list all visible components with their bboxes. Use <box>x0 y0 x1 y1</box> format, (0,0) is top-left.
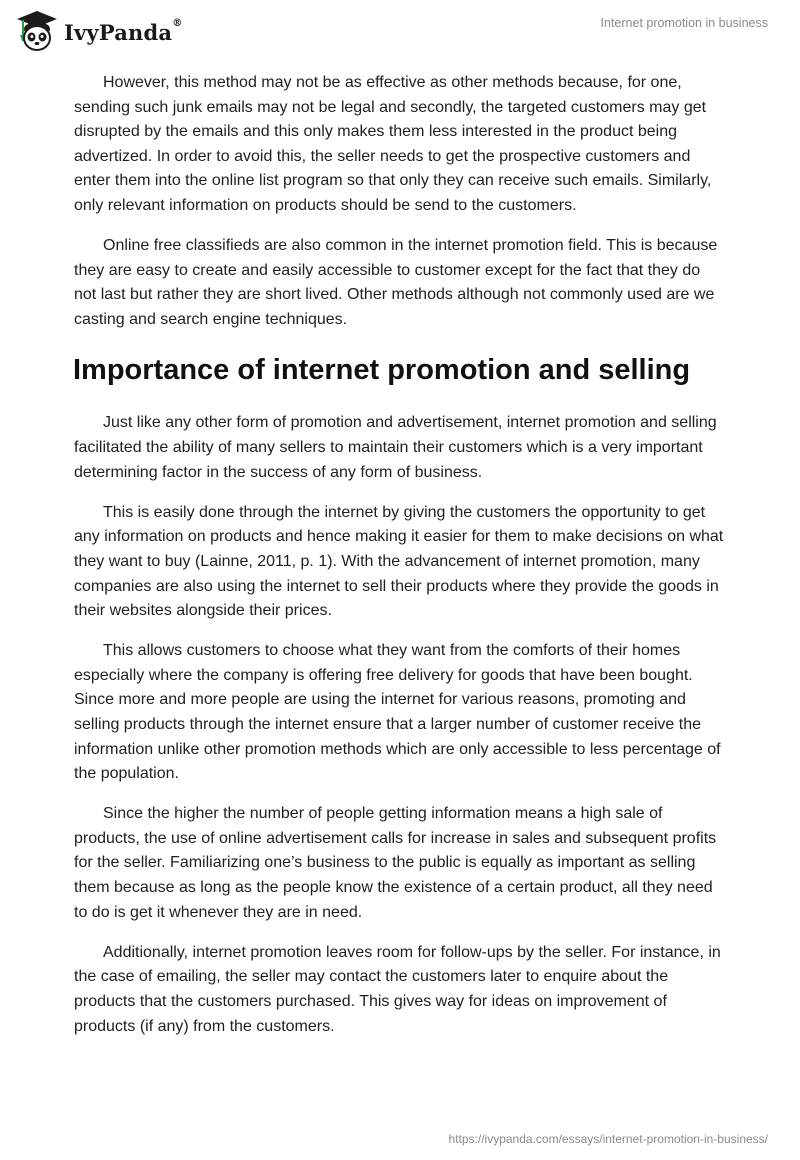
ivypanda-logo[interactable] <box>14 8 182 54</box>
paragraph: This allows customers to choose what they want from the comforts of their homes especially where the company is offering free delivery for goods that have been bought. Since more and more people are using the internet for various reasons, promoting and selling products through the internet ensure that a larger number of customer receive the information unlike other promotion methods which are only accessible to less percentage of the population. <box>74 642 721 783</box>
document-title: Internet promotion in business <box>600 16 768 30</box>
paragraph: Additionally, internet promotion leaves room for follow-ups by the seller. For instance, in the case of emailing, the seller may contact the customers later to enquire about the products that the customers purchased. This gives way for ideas on improvement of products (if any) from the customers. <box>74 943 721 1035</box>
section-heading: Importance of internet promotion and selling <box>73 354 691 387</box>
source-url[interactable]: https://ivypanda.com/essays/internet-promotion-in-business/ <box>448 1132 768 1146</box>
paragraph: Since the higher the number of people getting information means a high sale of products, the use of online advertisement calls for increase in sales and subsequent profits for the seller. Familiarizing one’s business to the public is equally as important as selling them because as long as the people know the existence of a certain product, all they need to do is get it whenever they are in need. <box>74 805 717 921</box>
page-header <box>0 0 800 70</box>
paragraph: This is easily done through the internet by giving the customers the opportunity to get any information on products and hence making it easier for them to make decisions on what they want to buy (Lainne, 2011, p. 1). With the advancement of internet promotion, many companies are also using the internet to sell their products where they provide the goods in their websites alongside their prices. <box>74 503 724 620</box>
article-body <box>74 71 726 1055</box>
paragraph: Just like any other form of promotion and advertisement, internet promotion and selling facilitated the ability of many sellers to maintain their customers which is a very important determining factor in the success of any form of business. <box>74 414 717 481</box>
brand-name: IvyPanda® <box>64 17 183 45</box>
paragraph: Online free classifieds are also common in the internet promotion field. This is because they are easy to create and easily accessible to customer except for the fact that they do not last but rather they are short lived. Other methods although not commonly used are we casting and search engine techniques. <box>74 237 718 328</box>
registered-mark: ® <box>172 17 183 29</box>
panda-graduate-icon <box>14 8 60 54</box>
paragraph: However, this method may not be as effective as other methods because, for one, sending such junk emails may not be legal and secondly, the targeted customers may get disrupted by the emails and this only makes them less interested in the product being advertized. In order to avoid this, the seller needs to get the prospective customers and enter them into the online list program so that only they can receive such emails. Similarly, only relevant information on products should be send to the customers. <box>74 74 712 214</box>
